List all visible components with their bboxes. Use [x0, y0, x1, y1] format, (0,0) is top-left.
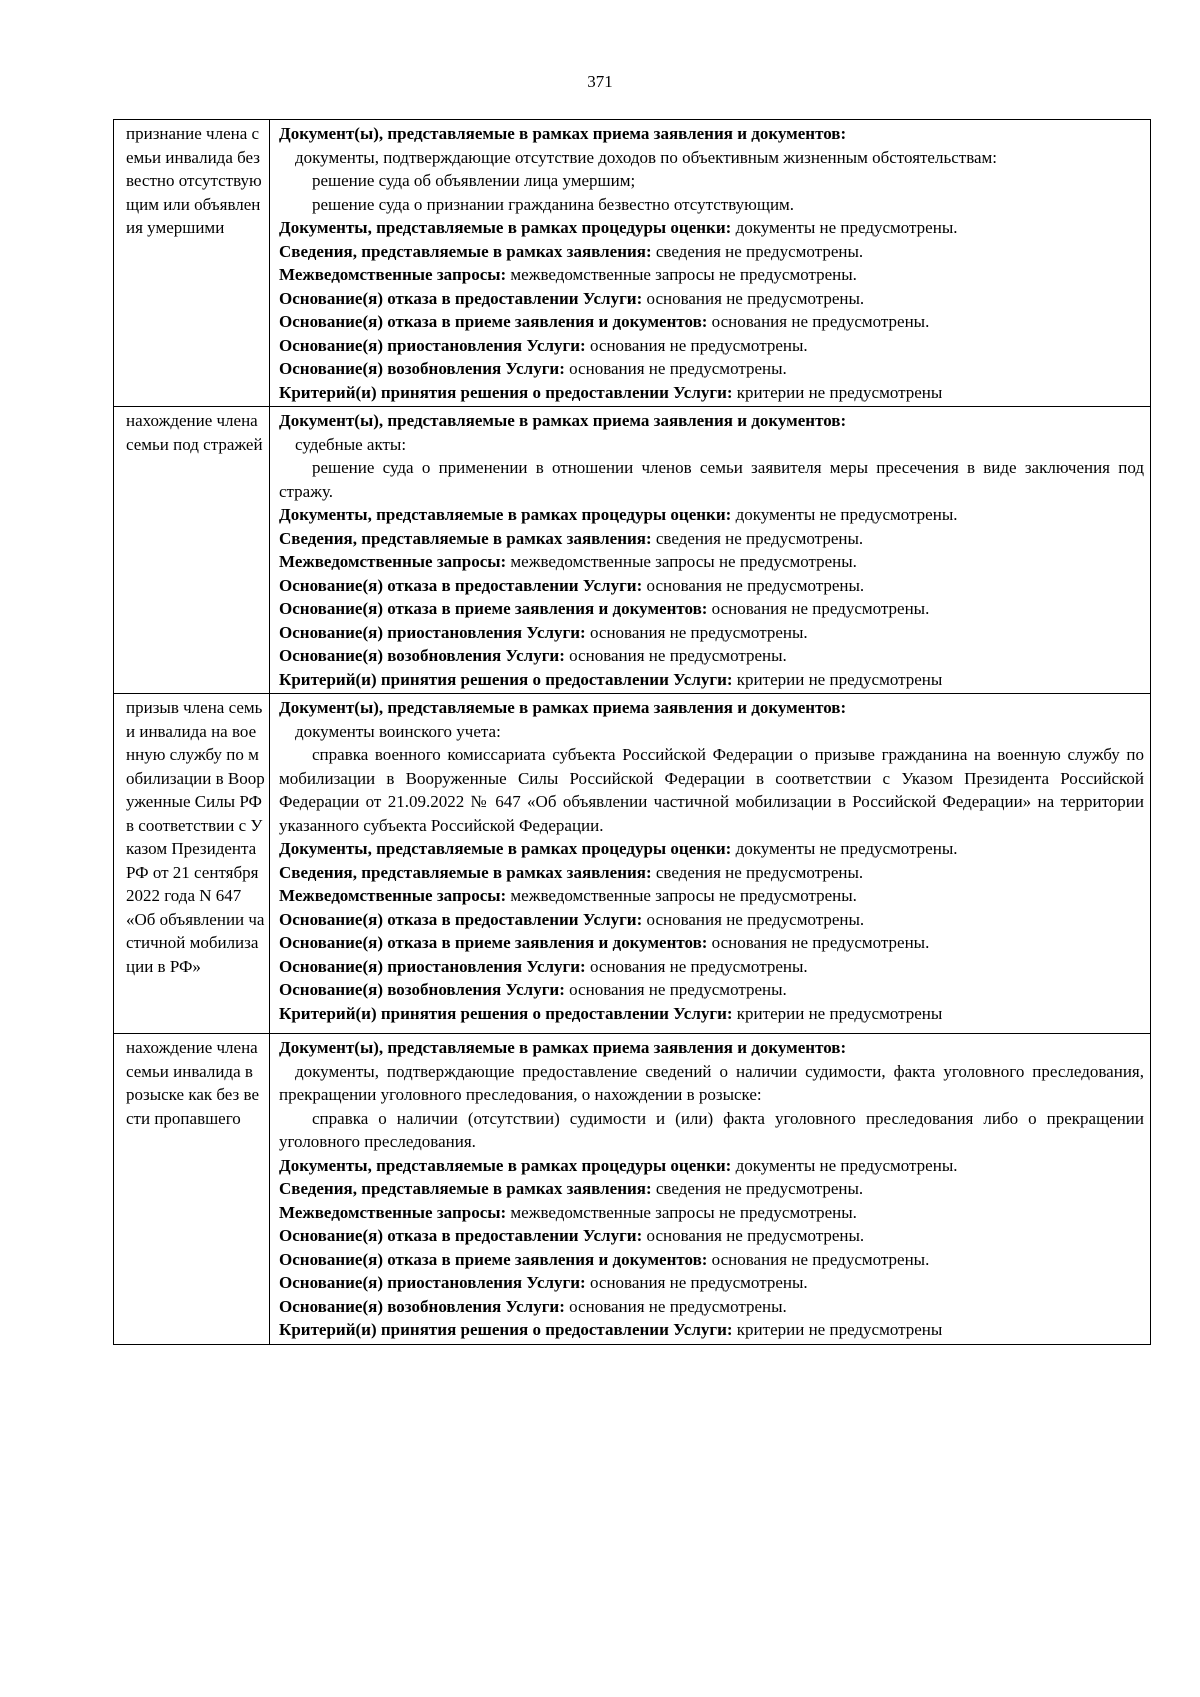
field-line: [279, 1295, 1144, 1319]
condition-cell: признание члена семьи инвалида безвестно отсутствующим или объявления умершими: [114, 120, 270, 407]
field-label: Межведомственные запросы:: [279, 1202, 507, 1222]
docs-heading: Документ(ы), представляемые в рамках приема заявления и документов:: [279, 698, 847, 717]
doc-group: документы, подтверждающие отсутствие доходов по объективным жизненным обстоятельствам:: [295, 147, 998, 167]
doc-item: решение суда о применении в отношении членов семьи заявителя меры пресечения в виде заключения под стражу.: [279, 458, 1144, 501]
table-row: [114, 1034, 1151, 1345]
field-line: [279, 527, 1144, 551]
service-conditions-table: [113, 119, 1151, 1345]
field-value: критерии не предусмотрены: [732, 382, 943, 402]
field-value: документы не предусмотрены.: [731, 839, 958, 858]
field-value: межведомственные запросы не предусмотрены.: [506, 265, 857, 284]
field-value: основания не предусмотрены.: [564, 646, 787, 665]
field-label: Основание(я) отказа в приеме заявления и документов:: [279, 312, 708, 331]
condition-cell: нахождение члена семьи под стражей: [114, 407, 270, 694]
field-label: Основание(я) приостановления Услуги:: [279, 956, 586, 976]
doc-item: решение суда об объявлении лица умершим;: [312, 171, 636, 190]
requirements-cell: [270, 407, 1151, 694]
field-value: межведомственные запросы не предусмотрены.: [506, 1202, 857, 1222]
page-number: 371: [587, 72, 613, 91]
field-value: основания не предусмотрены.: [585, 956, 808, 976]
field-value: основания не предусмотрены.: [707, 933, 930, 952]
field-value: документы не предусмотрены.: [731, 1155, 958, 1175]
field-value: критерии не предусмотрены: [732, 1320, 943, 1339]
field-label: Межведомственные запросы:: [279, 265, 507, 284]
field-line: [279, 931, 1144, 955]
condition-cell: нахождение члена семьи инвалида в розыске как без вести пропавшего: [114, 1034, 270, 1345]
field-label: Критерий(и) принятия решения о предоставлении Услуги:: [279, 669, 733, 689]
field-label: Основание(я) отказа в предоставлении Услуги:: [279, 909, 643, 929]
field-line: [279, 240, 1144, 264]
field-label: Основание(я) приостановления Услуги:: [279, 335, 586, 355]
requirements-cell: [270, 1034, 1151, 1345]
field-label: Основание(я) отказа в приеме заявления и документов:: [279, 599, 708, 618]
field-label: Критерий(и) принятия решения о предоставлении Услуги:: [279, 1320, 733, 1339]
field-value: основания не предусмотрены.: [707, 599, 930, 618]
requirements-cell: [270, 694, 1151, 1034]
field-line: [279, 668, 1144, 692]
field-value: документы не предусмотрены.: [731, 505, 958, 524]
field-value: основания не предусмотрены.: [564, 980, 787, 999]
field-value: основания не предусмотрены.: [585, 335, 808, 355]
doc-item: справка о наличии (отсутствии) судимости и (или) факта уголовного преследования либо о прекращении уголовного преследования.: [279, 1108, 1144, 1151]
table-row: [114, 120, 1151, 407]
field-line: [279, 1318, 1144, 1342]
field-label: Основание(я) отказа в приеме заявления и документов:: [279, 933, 708, 952]
field-line: [279, 1154, 1144, 1178]
field-line: [279, 621, 1144, 645]
table-row: [114, 694, 1151, 1034]
doc-group: документы воинского учета:: [295, 721, 501, 741]
field-label: Межведомственные запросы:: [279, 886, 507, 905]
doc-item: решение суда о признании гражданина безвестно отсутствующим.: [312, 194, 795, 214]
field-value: основания не предусмотрены.: [564, 1296, 787, 1316]
field-label: Межведомственные запросы:: [279, 552, 507, 571]
field-value: основания не предусмотрены.: [642, 909, 865, 929]
doc-item: справка военного комиссариата субъекта Российской Федерации о призыве гражданина на военную службу по мобилизации в Вооруженные Силы Российской Федерации в соответствии с Указом Президента Российской Федерации от 21.09.2022 № 647 «Об объявлении частичной мобилизации в Российской Федерации» на территории указанного субъекта Российской Федерации.: [279, 745, 1144, 835]
field-value: основания не предусмотрены.: [707, 312, 930, 331]
docs-heading: Документ(ы), представляемые в рамках приема заявления и документов:: [279, 411, 847, 430]
field-value: основания не предусмотрены.: [707, 1249, 930, 1269]
field-value: основания не предусмотрены.: [642, 575, 865, 595]
field-value: межведомственные запросы не предусмотрены.: [506, 552, 857, 571]
field-line: [279, 978, 1144, 1002]
field-line: [279, 550, 1144, 574]
field-line: [279, 1002, 1144, 1026]
field-line: [279, 381, 1144, 405]
field-value: критерии не предусмотрены: [732, 669, 943, 689]
field-label: Основание(я) отказа в предоставлении Услуги:: [279, 1226, 643, 1245]
field-line: [279, 1248, 1144, 1272]
field-label: Сведения, представляемые в рамках заявления:: [279, 862, 652, 882]
field-label: Критерий(и) принятия решения о предоставлении Услуги:: [279, 1003, 733, 1023]
field-value: критерии не предусмотрены: [732, 1003, 943, 1023]
field-label: Критерий(и) принятия решения о предоставлении Услуги:: [279, 382, 733, 402]
field-label: Основание(я) приостановления Услуги:: [279, 1273, 586, 1292]
field-line: [279, 310, 1144, 334]
field-value: основания не предусмотрены.: [642, 1226, 865, 1245]
field-label: Документы, представляемые в рамках процедуры оценки:: [279, 1155, 732, 1175]
field-line: [279, 357, 1144, 381]
field-line: [279, 861, 1144, 885]
requirements-cell: [270, 120, 1151, 407]
field-line: [279, 597, 1144, 621]
docs-heading: Документ(ы), представляемые в рамках приема заявления и документов:: [279, 124, 847, 143]
field-value: документы не предусмотрены.: [731, 218, 958, 237]
field-label: Основание(я) отказа в приеме заявления и документов:: [279, 1249, 708, 1269]
field-value: основания не предусмотрены.: [564, 359, 787, 378]
condition-cell: призыв члена семьи инвалида на военную службу по мобилизации в Вооруженные Силы РФ в соответствии с Указом Президента РФ от 21 сентября 2022 года N 647 «Об объявлении частичной мобилизации в РФ»: [114, 694, 270, 1034]
field-value: сведения не предусмотрены.: [651, 862, 864, 882]
field-line: [279, 216, 1144, 240]
field-label: Основание(я) приостановления Услуги:: [279, 622, 586, 642]
field-label: Основание(я) возобновления Услуги:: [279, 1296, 565, 1316]
field-label: Сведения, представляемые в рамках заявления:: [279, 528, 652, 548]
field-label: Документы, представляемые в рамках процедуры оценки:: [279, 839, 732, 858]
field-line: [279, 287, 1144, 311]
field-line: [279, 1201, 1144, 1225]
field-value: сведения не предусмотрены.: [651, 1179, 864, 1198]
field-label: Сведения, представляемые в рамках заявления:: [279, 1179, 652, 1198]
field-line: [279, 574, 1144, 598]
field-line: [279, 955, 1144, 979]
field-line: [279, 884, 1144, 908]
table-row: [114, 407, 1151, 694]
field-value: основания не предусмотрены.: [585, 1273, 808, 1292]
field-label: Основание(я) отказа в предоставлении Услуги:: [279, 288, 643, 308]
field-line: [279, 1177, 1144, 1201]
docs-heading: Документ(ы), представляемые в рамках приема заявления и документов:: [279, 1038, 847, 1057]
field-label: Документы, представляемые в рамках процедуры оценки:: [279, 505, 732, 524]
field-line: [279, 837, 1144, 861]
field-label: Основание(я) возобновления Услуги:: [279, 980, 565, 999]
field-value: основания не предусмотрены.: [642, 288, 865, 308]
field-label: Основание(я) возобновления Услуги:: [279, 359, 565, 378]
field-label: Документы, представляемые в рамках процедуры оценки:: [279, 218, 732, 237]
field-label: Сведения, представляемые в рамках заявления:: [279, 241, 652, 261]
field-line: [279, 1224, 1144, 1248]
field-line: [279, 644, 1144, 668]
field-value: межведомственные запросы не предусмотрены.: [506, 886, 857, 905]
field-line: [279, 263, 1144, 287]
doc-group: документы, подтверждающие предоставление сведений о наличии судимости, факта уголовного преследования, прекращении уголовного преследования, о нахождении в розыске:: [279, 1061, 1144, 1104]
field-label: Основание(я) отказа в предоставлении Услуги:: [279, 575, 643, 595]
field-line: [279, 334, 1144, 358]
field-value: сведения не предусмотрены.: [651, 241, 864, 261]
field-line: [279, 1271, 1144, 1295]
field-line: [279, 503, 1144, 527]
doc-group: судебные акты:: [295, 434, 407, 454]
field-label: Основание(я) возобновления Услуги:: [279, 646, 565, 665]
field-line: [279, 908, 1144, 932]
field-value: основания не предусмотрены.: [585, 622, 808, 642]
field-value: сведения не предусмотрены.: [651, 528, 864, 548]
